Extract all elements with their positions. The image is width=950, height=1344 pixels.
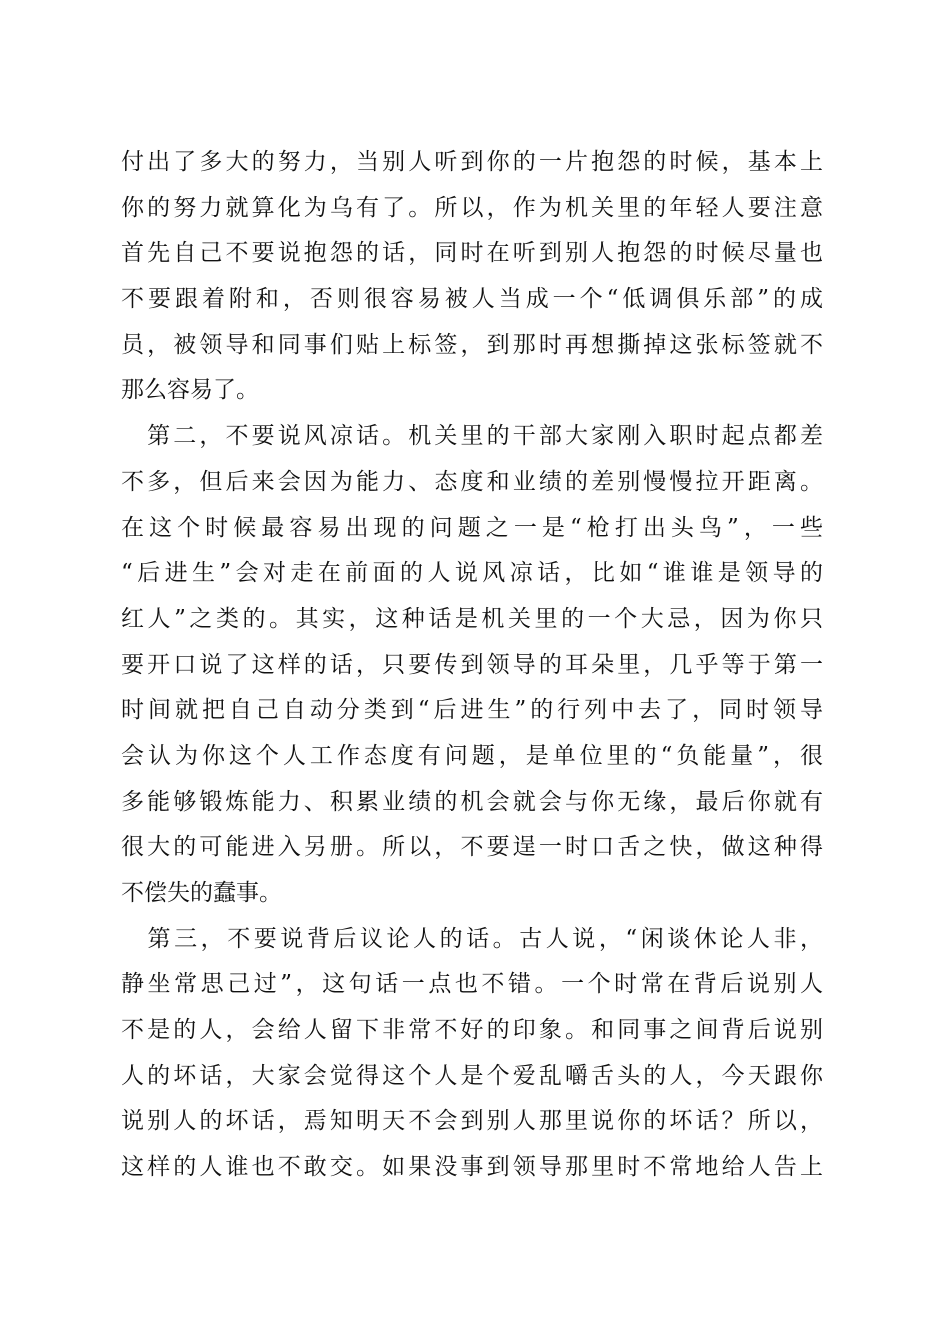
text-line: 静坐常思己过”，这句话一点也不错。一个时常在背后说别人 (121, 971, 823, 998)
paragraph-start-line: 第三，不要说背后议论人的话。古人说，“闲谈休论人非， (121, 925, 823, 952)
text-line: 多能够锻炼能力、积累业绩的机会就会与你无缘，最后你就有 (121, 788, 823, 815)
text-line: 付出了多大的努力，当别人听到你的一片抱怨的时候，基本上 (121, 149, 823, 175)
text-line: 会认为你这个人工作态度有问题，是单位里的“负能量”，很 (121, 742, 823, 769)
text-line: “后进生”会对走在前面的人说风凉话，比如“谁谁是领导的 (121, 560, 823, 587)
text-line: 要开口说了这样的话，只要传到领导的耳朵里，几乎等于第一 (121, 651, 823, 678)
body-text (121, 140, 823, 1191)
text-line: 这样的人谁也不敢交。如果没事到领导那里时不常地给人告上 (121, 1154, 823, 1181)
text-line: 人的坏话，大家会觉得这个人是个爱乱嚼舌头的人，今天跟你 (121, 1062, 823, 1089)
text-line: 说别人的坏话，焉知明天不会到别人那里说你的坏话？所以， (121, 1108, 823, 1135)
text-line: 在这个时候最容易出现的问题之一是“枪打出头鸟”，一些 (121, 514, 823, 541)
text-line: 时间就把自己自动分类到“后进生”的行列中去了，同时领导 (121, 697, 823, 724)
text-line: 不是的人，会给人留下非常不好的印象。和同事之间背后说别 (121, 1017, 823, 1044)
text-line: 那么容易了。 (121, 377, 259, 404)
text-line: 很大的可能进入另册。所以，不要逞一时口舌之快，做这种得 (121, 834, 823, 861)
text-line: 不多，但后来会因为能力、态度和业绩的差别慢慢拉开距离。 (121, 468, 823, 495)
text-line: 不要跟着附和，否则很容易被人当成一个“低调俱乐部”的成 (121, 286, 823, 313)
text-line: 首先自己不要说抱怨的话，同时在听到别人抱怨的时候尽量也 (121, 240, 823, 267)
text-line: 红人”之类的。其实，这种话是机关里的一个大忌，因为你只 (121, 605, 823, 632)
text-line: 你的努力就算化为乌有了。所以，作为机关里的年轻人要注意 (121, 194, 823, 221)
text-line: 员，被领导和同事们贴上标签，到那时再想撕掉这张标签就不 (121, 331, 823, 358)
text-line: 不偿失的蠢事。 (121, 880, 282, 906)
paragraph-start-line: 第二，不要说风凉话。机关里的干部大家刚入职时起点都差 (121, 423, 823, 450)
